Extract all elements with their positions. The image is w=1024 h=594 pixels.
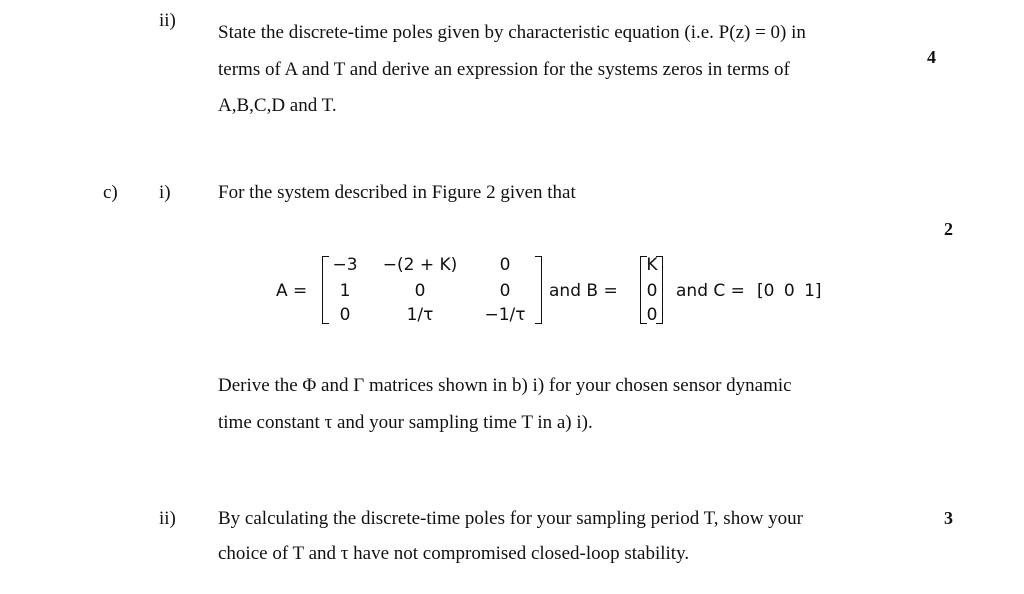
question-b-ii-line-1: State the discrete-time poles given by characteristic equation (i.e. P(z) = 0) in — [218, 22, 806, 43]
matrix-b-cell: 0 — [646, 281, 658, 301]
and-c-label: and C = — [676, 281, 745, 301]
marks-c-ii: 3 — [944, 508, 953, 528]
question-number-c-ii: ii) — [159, 508, 176, 529]
marks-b-ii: 4 — [927, 47, 936, 67]
matrix-a-cell: 0 — [414, 281, 426, 301]
and-b-label: and B = — [549, 281, 618, 301]
matrix-a-cell: −3 — [332, 255, 358, 275]
question-c-ii-line-1: By calculating the discrete-time poles for your sampling period T, show your — [218, 508, 803, 529]
question-b-ii-line-2: terms of A and T and derive an expression for the systems zeros in terms of — [218, 59, 790, 80]
question-c-ii-line-2: choice of T and τ have not compromised closed-loop stability. — [218, 543, 690, 564]
matrix-a-cell: −1/τ — [484, 305, 526, 325]
matrix-a-cell: 1 — [339, 281, 351, 301]
marks-c-i: 2 — [944, 219, 953, 239]
question-number-c-i: i) — [159, 182, 171, 203]
matrix-a-cell: 1/τ — [406, 305, 434, 325]
matrix-a-cell: 0 — [499, 255, 511, 275]
matrix-a-left-bracket — [322, 256, 329, 324]
matrix-a-cell: 0 — [339, 305, 351, 325]
question-number-b-ii: ii) — [159, 10, 176, 31]
matrix-a-name: A = — [276, 281, 308, 301]
matrix-a-cell: −(2 + K) — [382, 255, 458, 275]
matrix-a-cell: 0 — [499, 281, 511, 301]
matrix-c: [0 0 1] — [757, 281, 822, 301]
question-letter-c: c) — [103, 182, 118, 203]
derive-line-1: Derive the Φ and Γ matrices shown in b) i) for your chosen sensor dynamic — [218, 375, 792, 396]
matrix-b-cell: K — [646, 255, 658, 275]
matrix-a-right-bracket — [535, 256, 542, 324]
question-c-i-intro: For the system described in Figure 2 given that — [218, 182, 576, 203]
question-b-ii-line-3: A,B,C,D and T. — [218, 95, 337, 116]
matrix-b-cell: 0 — [646, 305, 658, 325]
derive-line-2: time constant τ and your sampling time T in a) i). — [218, 412, 593, 433]
